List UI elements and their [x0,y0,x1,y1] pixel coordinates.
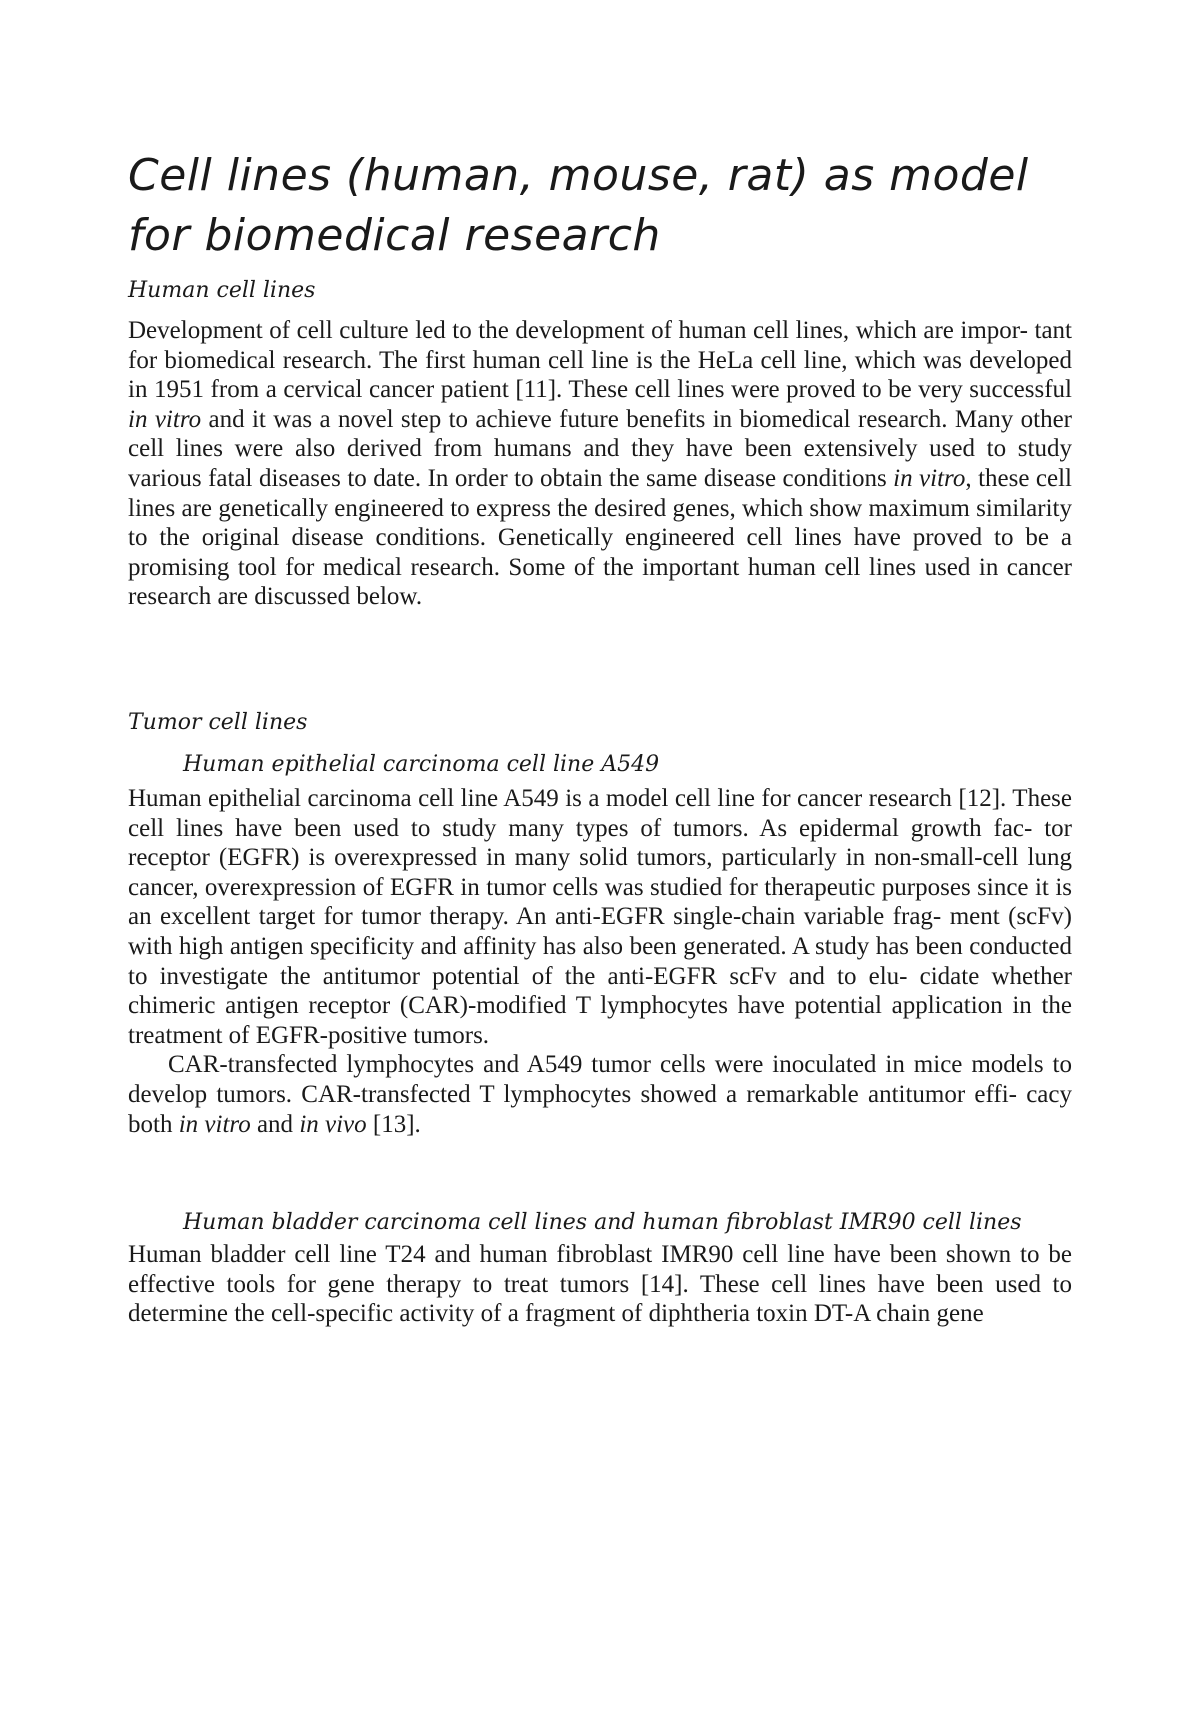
paragraph-bladder-imr90: Human bladder cell line T24 and human fibroblast IMR90 cell line have been shown to be effective tools for gene therapy to treat tumors [14]. These cell lines have been used to determine the cell-specific activity of a fragment of diphtheria toxin DT-A chain gene [128,1241,1072,1328]
subsection-heading-a549: Human epithelial carcinoma cell line A549 [183,752,660,777]
text-run: Development of cell culture led to the development of human cell lines, which are impor- tant for biomedical research. The first human cell line is the HeLa cell line, which was developed in 1951 from a cervical cancer patient [11]. These cell lines were proved to be very successful [128,317,1072,404]
paragraph-a549-1: Human epithelial carcinoma cell line A549 is a model cell line for cancer research [12]. These cell lines have been used to study many types of tumors. As epidermal growth fac- tor receptor (EGFR) is overexpressed in many solid tumors, particularly in non-small-cell lung cancer, overexpression of EGFR in tumor cells was studied for therapeutic purposes since it is an excellent target for tumor therapy. An anti-EGFR single-chain variable frag- ment (scFv) with high antigen specificity and affinity has also been generated. A study has been conducted to investigate the antitumor potential of the anti-EGFR scFv and to elu- cidate whether chimeric antigen receptor (CAR)-modified T lymphocytes have potential application in the treatment of EGFR-positive tumors. [128,785,1072,1049]
text-run: and [250,1110,300,1138]
italic-term: in vivo [299,1110,367,1138]
text-run: and it was a novel step to achieve future benefits in biomedical research. Many other cell lines were also derived from humans and they have been extensively used to study various fatal diseases to date. In order to obtain the same disease conditions [128,405,1072,492]
subsection-body-a549 [128,784,1072,1139]
section-heading-tumor-cell-lines: Tumor cell lines [128,710,308,735]
italic-term: in vitro [178,1110,251,1138]
italic-term: in vitro [128,405,202,433]
text-run: CAR-transfected lymphocytes and A549 tumor cells were inoculated in mice models to develop tumors. CAR-transfected T lymphocytes showed a remarkable antitumor effi- cacy both [128,1051,1072,1138]
page-title: Cell lines (human, mouse, rat) as model for biomedical research [128,150,1029,261]
italic-term: in vitro [893,464,966,492]
paragraph-a549-2 [128,1050,1072,1139]
text-run: [13]. [366,1110,421,1138]
paragraph-human-cell-lines [128,316,1072,612]
section-heading-human-cell-lines: Human cell lines [128,278,316,303]
subsection-heading-bladder-imr90: Human bladder carcinoma cell lines and human fibroblast IMR90 cell lines [183,1210,1022,1235]
text-run: , these cell lines are genetically engineered to express the desired genes, which show maximum similarity to the original disease conditions. Genetically engineered cell lines have proved to be a promising tool for medical research. Some of the important human cell lines used in cancer research are discussed below. [128,464,1072,611]
